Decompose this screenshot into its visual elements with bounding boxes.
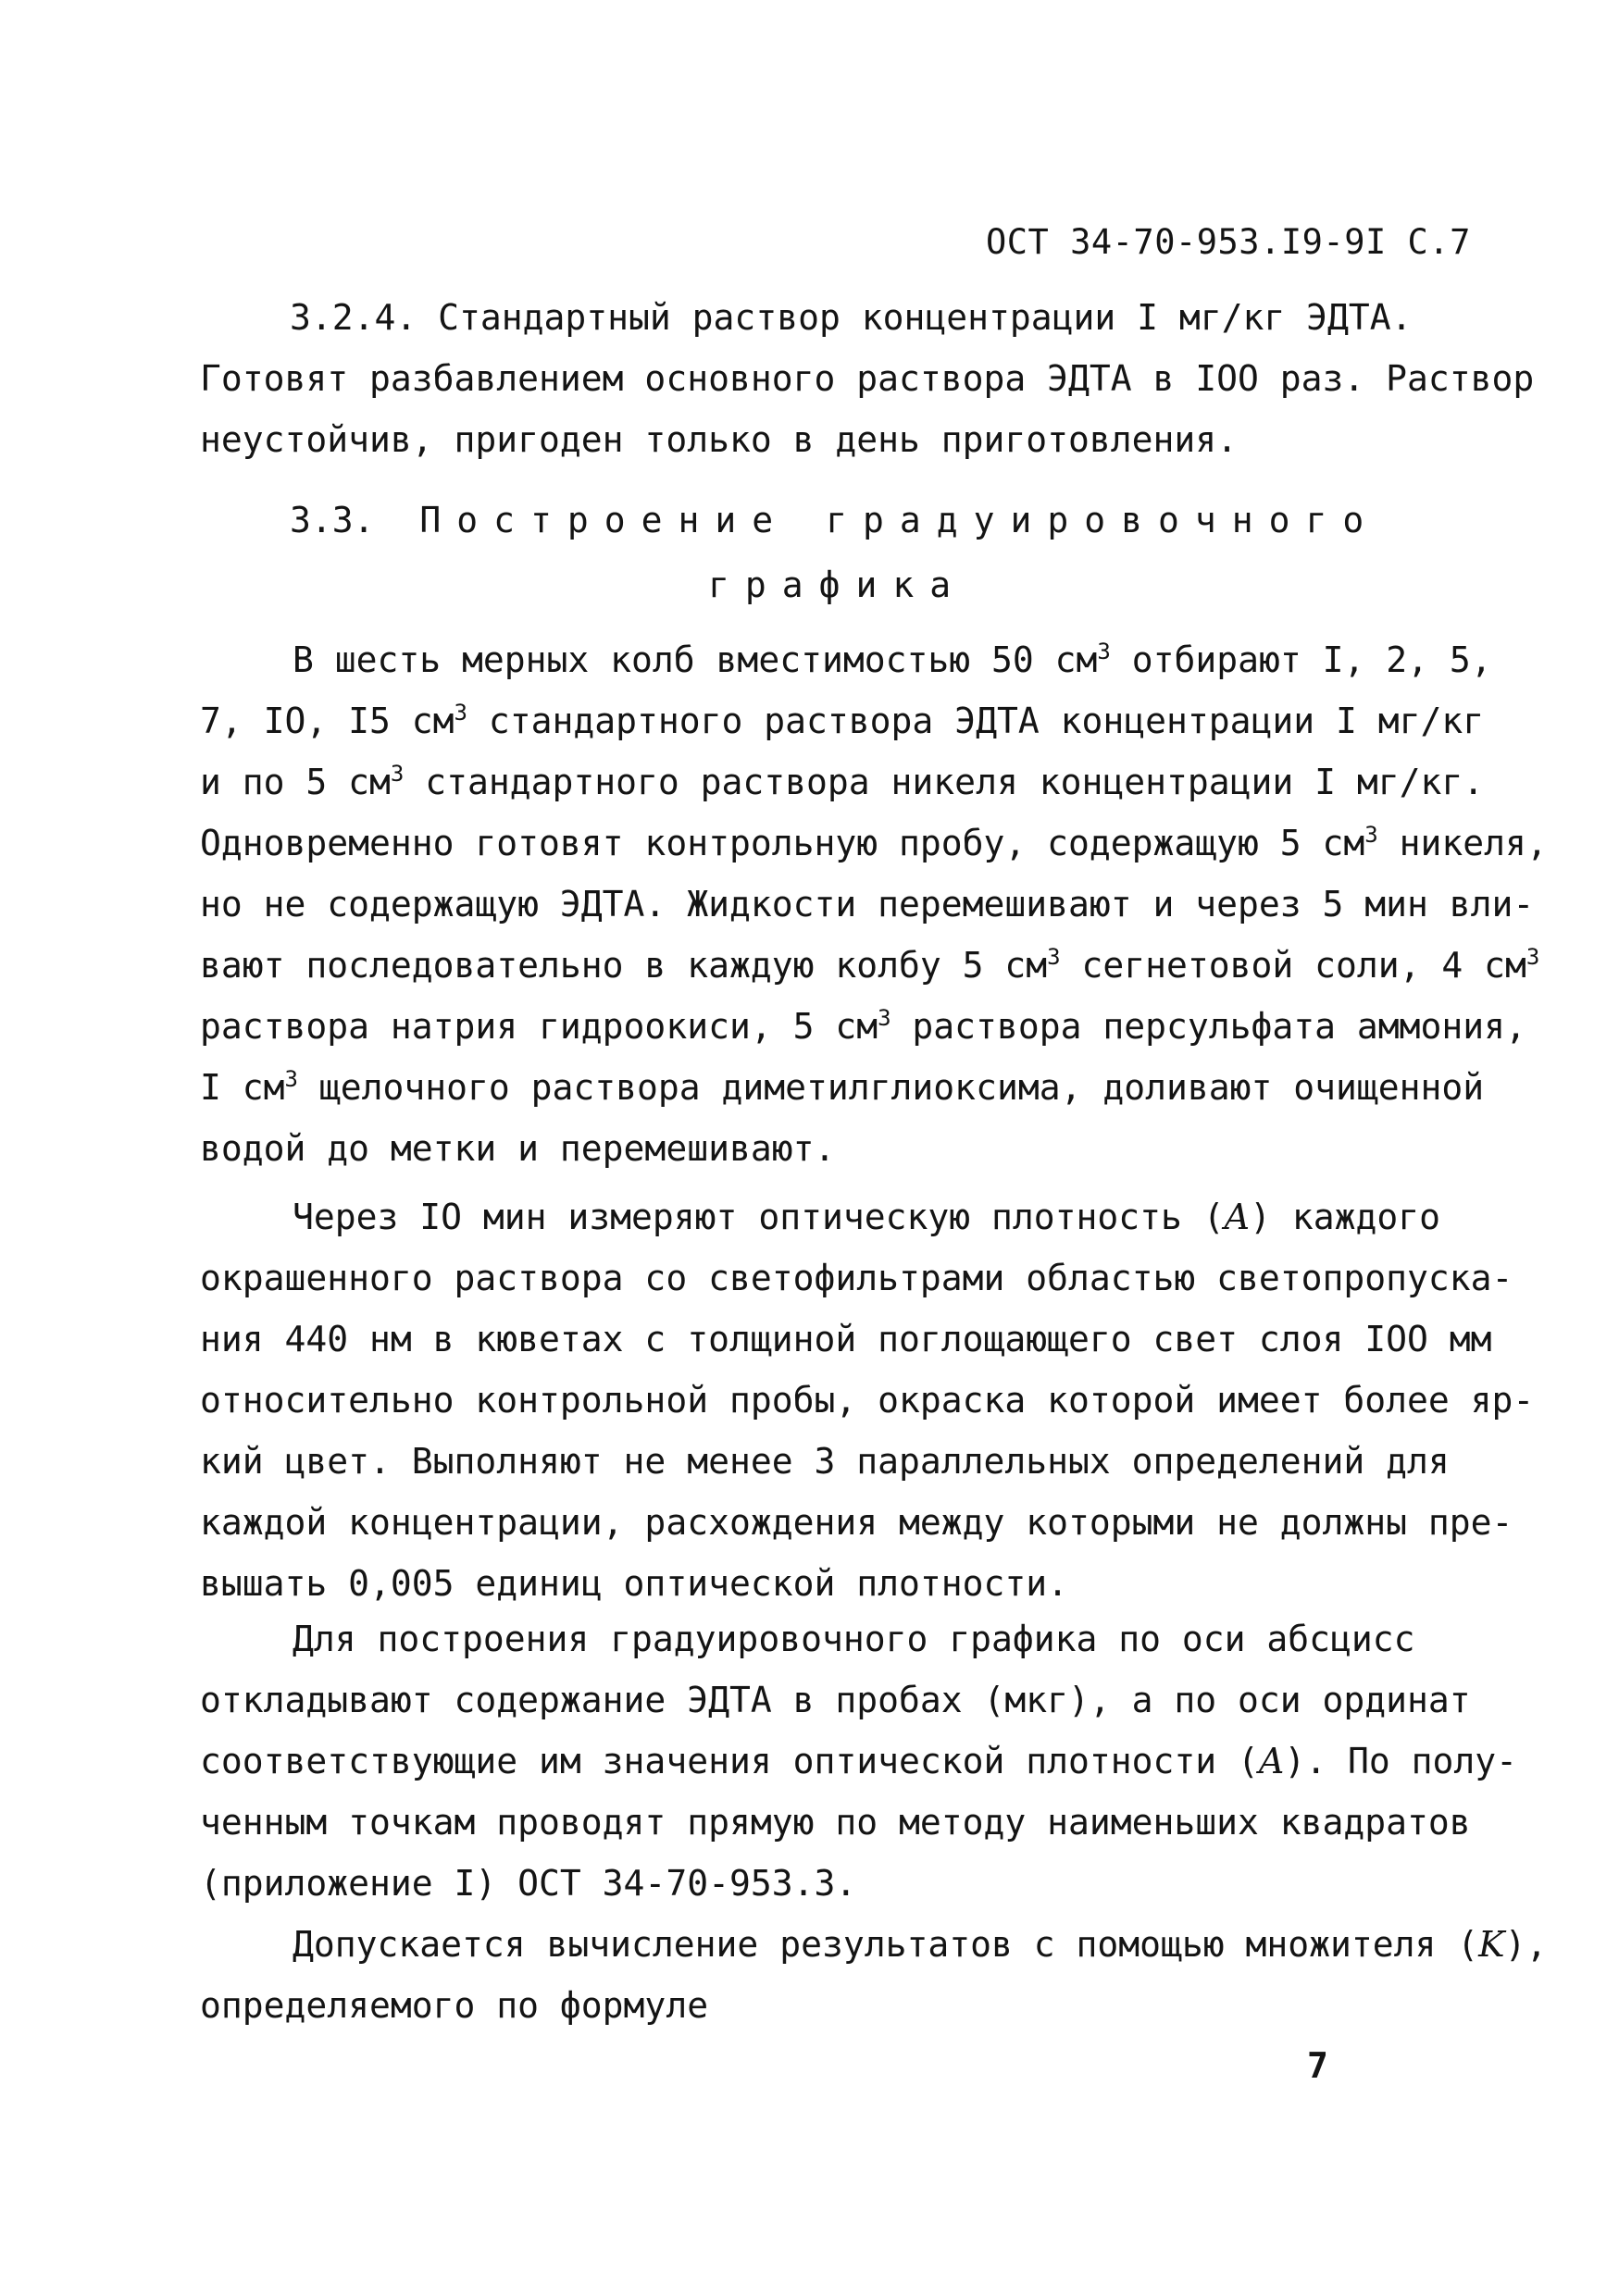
paragraph-line: водой до метки и перемешивают.	[200, 1128, 836, 1169]
section-heading	[290, 500, 1379, 540]
paragraph-line	[200, 813, 1548, 874]
text-fragment: ) каждого	[1250, 1197, 1440, 1237]
paragraph-line	[200, 935, 1540, 996]
section-number: 3.3.	[290, 500, 375, 540]
paragraph-line	[200, 1731, 1518, 1792]
paragraph-measurement	[200, 1186, 1535, 1614]
paragraph-line	[200, 1057, 1485, 1118]
paragraph-line: 3.2.4. Стандартный раствор концентрации I мг/кг ЭДТА.	[290, 297, 1413, 338]
paragraph-line: определяемого по формуле	[200, 1985, 709, 2026]
text-fragment: Допускается вычисление результатов с помощью множителя (	[293, 1924, 1479, 1965]
text-fragment: сегнетовой соли, 4 см	[1060, 945, 1526, 986]
superscript: 3	[878, 1005, 891, 1031]
paragraph-line: (приложение I) ОСТ 34-70-953.3.	[200, 1863, 857, 1904]
superscript: 3	[454, 700, 467, 726]
superscript: 3	[1364, 822, 1378, 848]
multiplier-symbol: K	[1478, 1924, 1505, 1965]
text-fragment: вают последовательно в каждую колбу 5 см	[200, 945, 1048, 986]
paragraph-preparation	[200, 629, 1548, 1179]
text-fragment: раствора персульфата аммония,	[890, 1006, 1526, 1047]
text-fragment: раствора натрия гидроокиси, 5 см	[200, 1006, 878, 1047]
text-fragment: щелочного раствора диметилглиоксима, доливают очищенной	[297, 1067, 1485, 1108]
text-fragment: I см	[200, 1067, 285, 1108]
section-title-line1: Построение градуировочного	[419, 500, 1380, 540]
superscript: 3	[1097, 639, 1111, 664]
text-fragment: Одновременно готовят контрольную пробу, содержащую 5 см	[200, 823, 1365, 863]
paragraph-multiplier	[200, 1914, 1548, 2036]
paragraph-line: окрашенного раствора со светофильтрами областью светопропуска-	[200, 1258, 1513, 1298]
text-fragment: и по 5 см	[200, 762, 391, 802]
text-fragment: ),	[1504, 1924, 1548, 1965]
paragraph-line: откладывают содержание ЭДТА в пробах (мкг), а по оси ординат	[200, 1680, 1471, 1720]
optical-density-symbol: A	[1224, 1197, 1251, 1237]
page-number: 7	[1307, 2045, 1328, 2086]
document-reference-header: ОСТ 34-70-953.I9-9I С.7	[986, 222, 1471, 262]
paragraph-calibration-graph	[200, 1608, 1518, 1914]
paragraph-line: неустойчив, пригоден только в день приготовления.	[200, 419, 1239, 460]
section-title-line2: графика	[708, 565, 967, 605]
paragraph-line: Для построения градуировочного графика по оси абсцисс	[293, 1619, 1415, 1659]
text-fragment: стандартного раствора ЭДТА концентрации I мг/кг	[467, 701, 1485, 741]
paragraph-3-2-4	[200, 287, 1535, 470]
paragraph-line: кий цвет. Выполняют не менее 3 параллельных определений для	[200, 1441, 1450, 1482]
text-fragment: никеля,	[1377, 823, 1548, 863]
paragraph-line	[200, 1186, 1440, 1247]
paragraph-line: ченным точкам проводят прямую по методу наименьших квадратов	[200, 1802, 1471, 1843]
paragraph-line: Готовят разбавлением основного раствора ЭДТА в IОО раз. Раствор	[200, 358, 1535, 399]
text-fragment: ). По полу-	[1284, 1741, 1518, 1781]
paragraph-line	[200, 751, 1485, 813]
superscript: 3	[1047, 944, 1061, 970]
superscript: 3	[284, 1066, 298, 1092]
text-fragment: 7, IО, I5 см	[200, 701, 455, 741]
superscript: 3	[1526, 944, 1540, 970]
text-fragment: соответствующие им значения оптической плотности (	[200, 1741, 1259, 1781]
paragraph-line: каждой концентрации, расхождения между которыми не должны пре-	[200, 1502, 1513, 1543]
paragraph-line: вышать 0,005 единиц оптической плотности.	[200, 1563, 1068, 1604]
paragraph-line	[200, 1914, 1548, 1975]
paragraph-line: относительно контрольной пробы, окраска которой имеет более яр-	[200, 1380, 1535, 1421]
paragraph-line	[200, 629, 1492, 690]
text-fragment: стандартного раствора никеля концентрации I мг/кг.	[404, 762, 1485, 802]
paragraph-line	[200, 690, 1485, 751]
text-fragment: отбирают I, 2, 5,	[1110, 639, 1492, 680]
paragraph-line: но не содержащую ЭДТА. Жидкости перемешивают и через 5 мин вли-	[200, 884, 1535, 925]
optical-density-symbol: A	[1258, 1741, 1285, 1781]
text-fragment: Через IО мин измеряют оптическую плотность (	[293, 1197, 1225, 1237]
paragraph-line: ния 440 нм в кюветах с толщиной поглощающего свет слоя IОО мм	[200, 1319, 1492, 1359]
paragraph-line	[200, 996, 1526, 1057]
text-fragment: В шесть мерных колб вместимостью 50 см	[293, 639, 1098, 680]
superscript: 3	[390, 761, 405, 787]
